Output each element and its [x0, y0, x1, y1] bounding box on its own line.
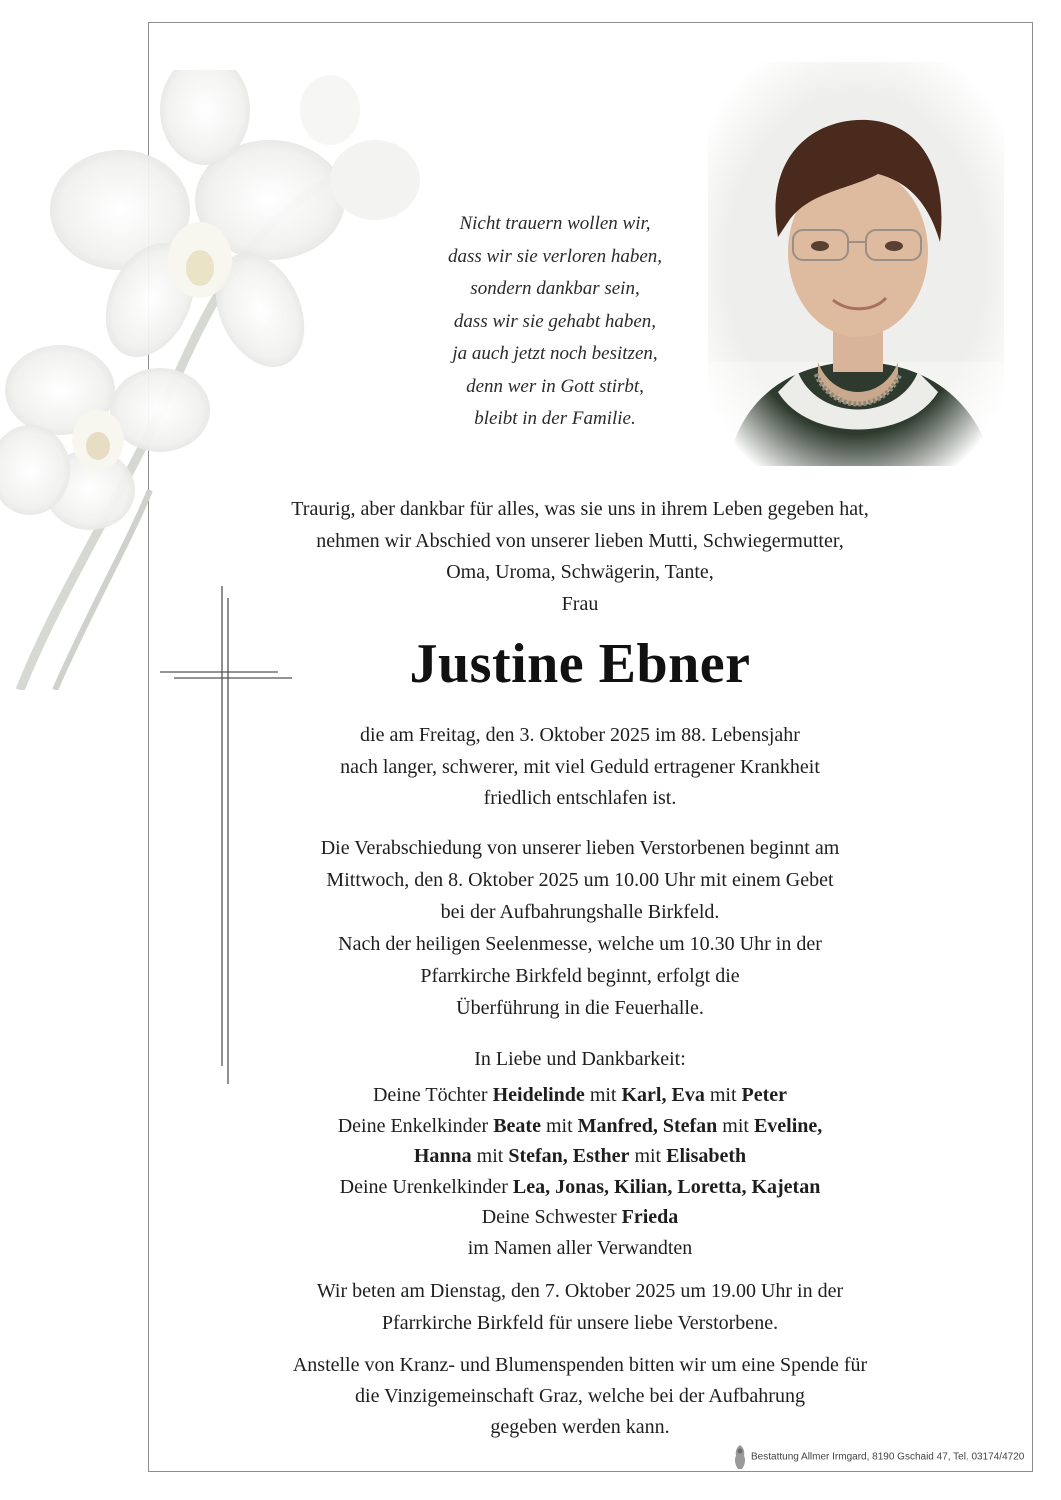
relatives-grandchildren: Deine Enkelkinder Beate mit Manfred, Stefan mit Eveline, [337, 1114, 823, 1137]
relatives-grandchildren-2: Hanna mit Stefan, Esther mit Elisabeth [413, 1145, 747, 1167]
prayer-line: Pfarrkirche Birkfeld für unsere liebe Verstorbene. [381, 1311, 779, 1334]
intro-text [260, 494, 900, 620]
poem-line: Nicht trauern wollen wir, [459, 213, 651, 234]
memorial-poem [385, 208, 725, 436]
intro-line: Frau [561, 592, 599, 615]
ceremony-line: Überführung in die Feuerhalle. [456, 997, 704, 1019]
poem-line: bleibt in der Familie. [474, 408, 636, 429]
ceremony-details [260, 832, 900, 1024]
funeral-home-logo-icon [733, 1443, 747, 1471]
donation-notice [260, 1350, 900, 1443]
relatives-list [260, 1080, 900, 1263]
love-gratitude-line: In Liebe und Dankbarkeit: [474, 1048, 686, 1070]
poem-line: sondern dankbar sein, [470, 278, 640, 299]
relatives-great-grandchildren: Deine Urenkelkinder Lea, Jonas, Kilian, Loretta, Kajetan [339, 1175, 821, 1198]
death-line: friedlich entschlafen ist. [483, 787, 677, 809]
ceremony-line: bei der Aufbahrungshalle Birkfeld. [440, 901, 720, 923]
donation-line: Anstelle von Kranz- und Blumenspenden bitten wir um eine Spende für [292, 1354, 868, 1376]
death-line: nach langer, schwerer, mit viel Geduld ertragener Krankheit [340, 755, 820, 778]
relatives-others: im Namen aller Verwandten [467, 1236, 693, 1259]
ceremony-line: Die Verabschiedung von unserer lieben Verstorbenen beginnt am [320, 837, 840, 859]
prayer-notice [260, 1276, 900, 1339]
intro-line: Oma, Uroma, Schwägerin, Tante, [446, 561, 714, 583]
relatives-sister: Deine Schwester Frieda [481, 1206, 679, 1228]
death-notice [260, 720, 900, 815]
ceremony-line: Mittwoch, den 8. Oktober 2025 um 10.00 Uhr mit einem Gebet [326, 869, 834, 891]
relatives-daughters: Deine Töchter Heidelinde mit Karl, Eva mit Peter [372, 1084, 788, 1106]
funeral-home-footer [733, 1443, 1024, 1471]
prayer-line: Wir beten am Dienstag, den 7. Oktober 2025 um 19.00 Uhr in der [316, 1280, 844, 1302]
footer-text: Bestattung Allmer Irmgard, 8190 Gschaid 47, Tel. 03174/4720 [751, 1451, 1025, 1463]
portrait-illustration-icon [708, 62, 1004, 466]
deceased-name: Justine Ebner [409, 633, 751, 695]
donation-line: die Vinzigemeinschaft Graz, welche bei der Aufbahrung [355, 1385, 805, 1407]
intro-line: nehmen wir Abschied von unserer lieben Mutti, Schwiegermutter, [316, 529, 844, 552]
ceremony-line: Pfarrkirche Birkfeld beginnt, erfolgt die [420, 965, 740, 987]
intro-line: Traurig, aber dankbar für alles, was sie uns in ihrem Leben gegeben hat, [291, 498, 869, 520]
poem-line: ja auch jetzt noch besitzen, [452, 343, 658, 364]
poem-line: denn wer in Gott stirbt, [466, 375, 644, 397]
ceremony-line: Nach der heiligen Seelenmesse, welche um 10.30 Uhr in der [338, 933, 822, 955]
donation-line: gegeben werden kann. [490, 1416, 670, 1438]
death-line: die am Freitag, den 3. Oktober 2025 im 88. Lebensjahr [360, 724, 800, 746]
poem-line: dass wir sie verloren haben, [447, 245, 663, 267]
poem-line: dass wir sie gehabt haben, [453, 310, 657, 332]
portrait-photo [708, 62, 1004, 466]
